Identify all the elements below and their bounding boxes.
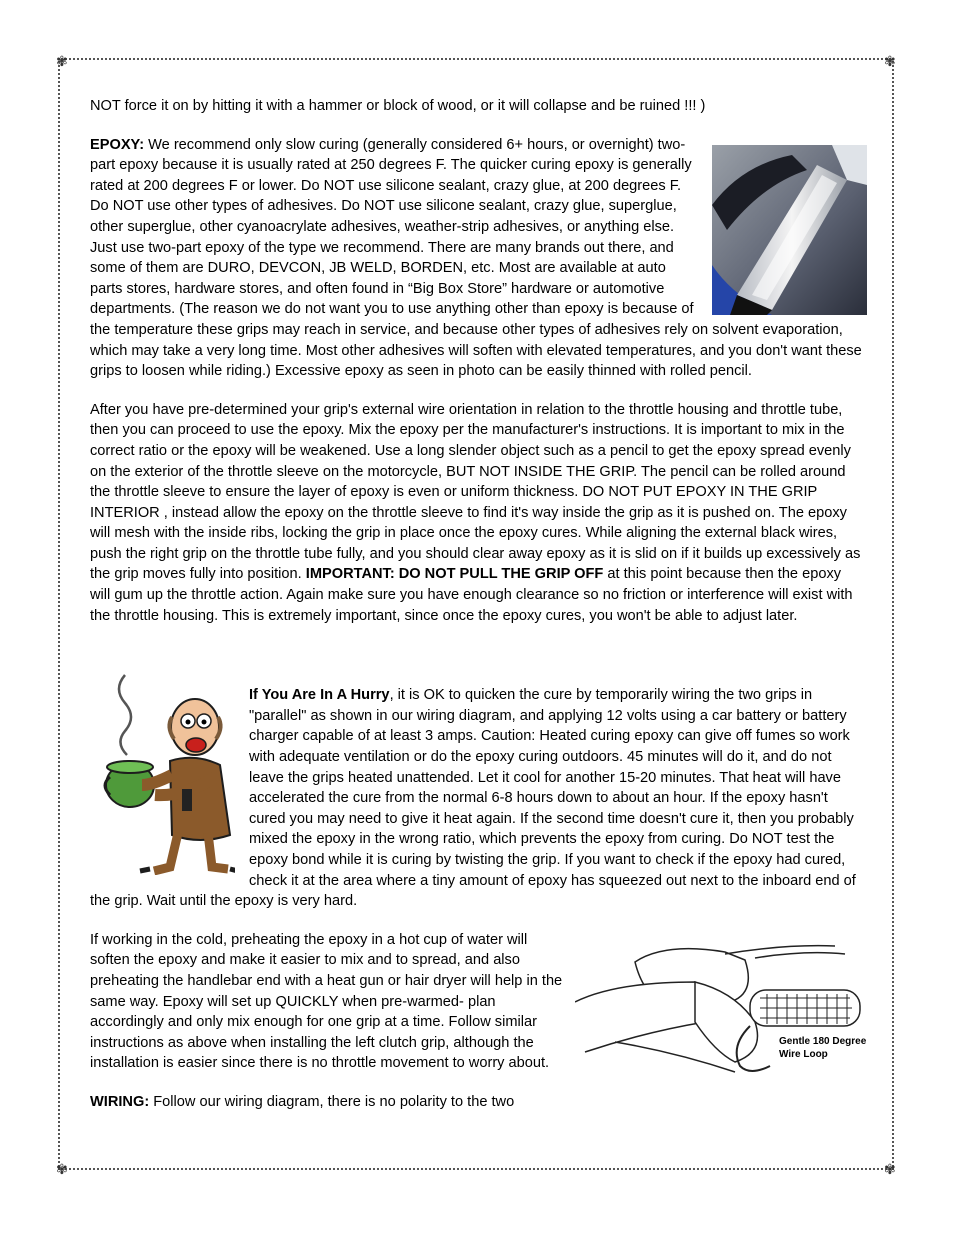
- hurry-text: , it is OK to quicken the cure by temporarily wiring the two grips in "parallel" as shown in our wiring diagram, and applying 12 volts using a car battery or battery charger capable of at least 3 amps. Caution: Heated curing epoxy can give off fumes so work with adequate ventilation or do the epoxy curing outdoors. 45 minutes will do it, and do not leave the grips heated unattended. Let it cool for another 15-20 minutes. That heat will have accelerated the cure from the normal 6-8 hours down to about an hour. If the epoxy hasn't cured you may need to give it heat again. If the second time doesn't cure it, then you probably mixed the epoxy in the wrong ratio, which prevents the epoxy from curing. Do NOT test the epoxy bond while it is curing by twisting the grip. If you want to check if the epoxy had cured, check it at the area where a tiny amount of epoxy has squeezed out next to the inboard end of the grip. Wait until the epoxy is very hard.: [90, 687, 856, 910]
- paragraph-after: [90, 400, 865, 627]
- paragraph-cold: [90, 930, 865, 1074]
- after-text-1: After you have pre-determined your grip's external wire orientation in relation to the throttle housing and throttle tube, then you can proceed to use the epoxy. Mix the epoxy per the manufacturer's instructions. It is important to mix in the correct ratio or the epoxy will be weakened. Use a long slender object such as a pencil to get the epoxy spread evenly on the exterior of the throttle sleeve on the motorcycle, BUT NOT INSIDE THE GRIP. The pencil can be rolled around the throttle sleeve to ensure the layer of epoxy is even or uniform thickness. DO NOT PUT EPOXY IN THE GRIP INTERIOR , instead allow the epoxy on the throttle sleeve to find it's way inside the grip as it is pushed on. The epoxy will mesh with the inside ribs, locking the grip in place once the epoxy cures. While aligning the external black wires, push the right grip on the throttle tube fully, and you should clear away epoxy as it is slid on if it builds up excessively as the grip moves fully into position.: [90, 401, 861, 583]
- corner-ornament-icon: ✾: [884, 1161, 896, 1177]
- wiring-text: Follow our wiring diagram, there is no polarity to the two: [149, 1093, 515, 1110]
- paragraph-epoxy: [90, 135, 865, 382]
- diagram-label-line2: Wire Loop: [779, 1048, 828, 1060]
- after-text-2: at this point because then the epoxy will gum up the throttle action. Again make sure you have enough clearance so no friction or interference will exist with the throttle housing. This is extremely important, since once the epoxy cures, you won't be able to adjust later.: [90, 566, 853, 624]
- corner-ornament-icon: ✾: [884, 53, 896, 69]
- paragraph-continuation: NOT force it on by hitting it with a hammer or block of wood, or it will collapse and be ruined !!! ): [90, 98, 706, 114]
- diagram-label-line1: Gentle 180 Degree: [779, 1035, 867, 1047]
- paragraph-hurry: [90, 644, 865, 912]
- hurry-heading: If You Are In A Hurry: [249, 687, 390, 704]
- paragraph-wiring: [90, 1092, 865, 1113]
- corner-ornament-icon: ✾: [56, 1161, 68, 1177]
- epoxy-grip-photo: [712, 145, 867, 315]
- corner-ornament-icon: ✾: [56, 53, 68, 69]
- document-body: [90, 96, 865, 1131]
- important-warning: IMPORTANT: DO NOT PULL THE GRIP OFF: [305, 566, 604, 583]
- epoxy-heading: EPOXY:: [90, 136, 145, 153]
- wiring-heading: WIRING:: [90, 1093, 150, 1110]
- wiring-diagram-illustration: [575, 942, 875, 1082]
- cold-text: If working in the cold, preheating the epoxy in a hot cup of water will soften the epoxy and make it easier to mix and to spread, and also preheating the handlebar end with a heat gun or hair dryer will help in the same way. Epoxy will set up QUICKLY when pre-warmed- plan accordingly and only mix enough for one grip at a time. Follow similar instructions as above when installing the left clutch grip, although the installation is easier since there is no throttle movement to worry about.: [90, 931, 563, 1072]
- coffee-man-cartoon: [100, 665, 235, 875]
- epoxy-text: We recommend only slow curing (generally considered 6+ hours, or overnight) two-part epoxy because it is usually rated at 250 degrees F. The quicker curing epoxy is generally rated at 200 degrees F or lower. Do NOT use silicone sealant, crazy glue, at 200 degrees F. Do NOT use other types of adhesives. Do NOT use silicone sealant, crazy glue, superglue, other superglue, other cyanoacrylate adhesives, weather-strip adhesives, or anything else. Just use two-part epoxy of the type we recommend. There are many brands out there, and some of them are DURO, DEVCON, JB WELD, BORDEN, etc. Most are available at auto parts stores, hardware stores, and often found in “Big Box Store” hardware or automotive departments. (The reason we do not want you to use anything other than epoxy is because of the temperature these grips may reach in service, and because other types of adhesives rely on solvent evaporation, which may take a very long time. Most other adhesives will soften with elevated temperatures, and you don't want these grips to loosen while riding.) Excessive epoxy as seen in photo can be easily thinned with rolled pencil.: [90, 136, 862, 380]
